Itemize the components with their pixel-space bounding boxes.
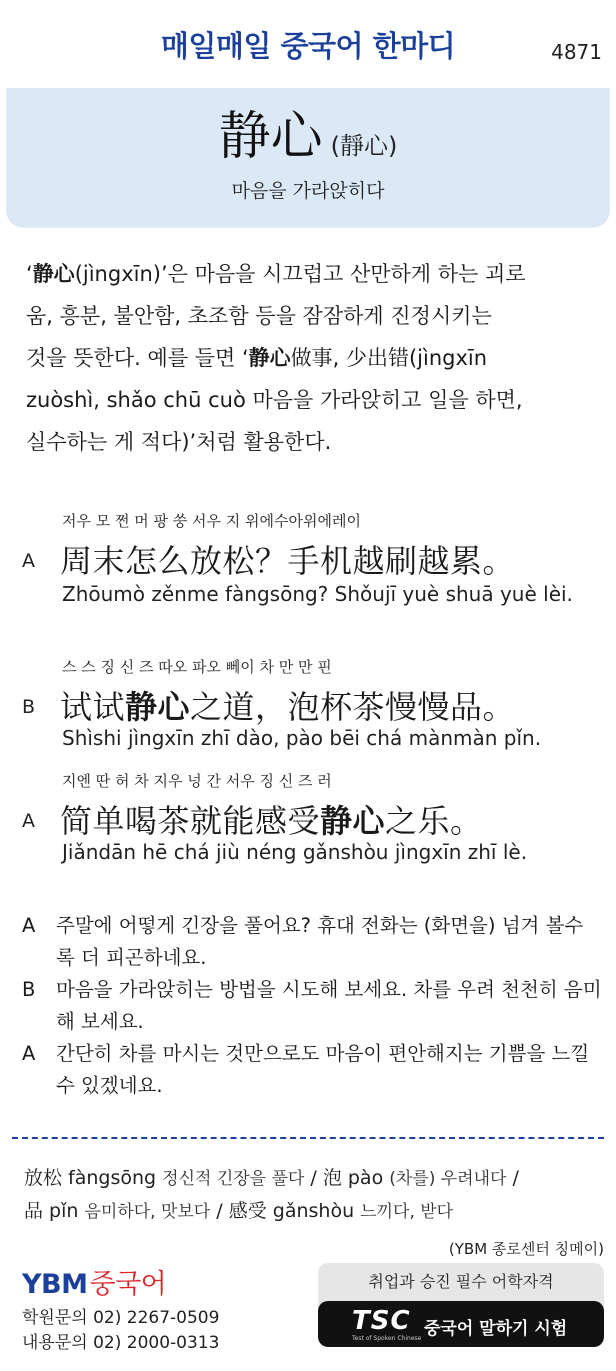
pronunciation-guide: 지엔 딴 허 차 지우 넝 간 서우 징 신 즈 러 — [62, 772, 332, 790]
hanzi-sentence — [60, 536, 515, 582]
separator: / — [210, 1200, 229, 1222]
explanation-line — [26, 253, 598, 295]
hanzi-text: 之乐。 — [385, 802, 483, 840]
tsc-banner — [318, 1301, 604, 1347]
vocab-meaning: 느끼다, 받다 — [360, 1202, 454, 1222]
explanation-line — [26, 337, 598, 379]
hanzi-text: 之道，泡杯茶慢慢品。 — [190, 688, 516, 726]
academy-contact: 학원문의 02) 2267-0509 — [22, 1308, 220, 1328]
title-hanzi: 静心 — [218, 107, 323, 167]
header — [0, 0, 616, 86]
title-box — [6, 88, 610, 228]
explanation-line: zuòshì, shǎo chū cuò 마음을 가라앉히고 일을 하면, — [26, 388, 523, 412]
vocab-meaning: (차를) 우려내다 — [389, 1169, 507, 1189]
dashed-divider — [12, 1137, 604, 1139]
text: ‘ — [26, 262, 33, 286]
pinyin-sentence: Shìshi jìngxīn zhī dào, pào bēi chá mànmàn pǐn. — [62, 726, 542, 750]
title-traditional: (靜心) — [330, 132, 398, 160]
tsc-text: 중국어 말하기 시험 — [424, 1319, 568, 1339]
pronunciation-guide: 스 스 징 신 즈 따오 파오 뻬이 차 만 만 핀 — [62, 658, 332, 676]
hanzi-text: 简单喝茶就能感受 — [60, 802, 321, 840]
hanzi-text: 周末怎么放松？手机越刷越累。 — [60, 542, 516, 580]
keyword: 静心 — [125, 688, 191, 726]
vocab-word: 感受 gǎnshòu — [228, 1200, 355, 1222]
tsc-ad — [318, 1263, 604, 1347]
explanation-paragraph — [26, 253, 598, 463]
vocabulary-list — [24, 1162, 604, 1228]
text: (jìngxīn)’은 마음을 시끄럽고 산만하게 하는 괴로 — [74, 262, 526, 286]
title-row — [6, 94, 610, 169]
text: 것을 뜻한다. 예를 들면 ‘ — [26, 346, 249, 370]
explanation-line: 실수하는 게 적다)’처럼 활용한다. — [26, 430, 332, 454]
separator: / — [506, 1167, 519, 1189]
tsc-logo: TSC — [352, 1306, 411, 1336]
separator: / — [304, 1167, 323, 1189]
translation-text: 마음을 가라앉히는 방법을 시도해 보세요. 차를 우려 천천히 음미해 보세요. — [56, 978, 602, 1033]
pinyin-sentence: Jiǎndān hē chá jiù néng gǎnshòu jìngxīn zhī lè. — [62, 840, 528, 864]
keyword: 静心 — [32, 262, 75, 286]
ybm-logo — [22, 1262, 166, 1301]
vocab-word: 放松 fàngsōng — [24, 1167, 157, 1189]
title-meaning: 마음을 가라앉히다 — [231, 180, 385, 202]
pinyin-sentence: Zhōumò zěnme fàngsōng? Shǒujī yuè shuā yuè lèi. — [62, 582, 573, 606]
content-contact: 내용문의 02) 2000-0313 — [22, 1333, 220, 1353]
speaker-label: A — [22, 550, 35, 572]
vocab-meaning: 정신적 긴장을 풀다 — [162, 1169, 305, 1189]
tsc-logo-sub: Test of Spoken Chinese — [352, 1335, 422, 1342]
translation-text: 간단히 차를 마시는 것만으로도 마음이 편안해지는 기쁨을 느낄 수 있겠네요. — [56, 1042, 590, 1097]
logo-en: YBM — [22, 1269, 88, 1300]
tsc-tagline: 취업과 승진 필수 어학자격 — [368, 1272, 554, 1291]
column-title: 매일매일 중국어 한마디 — [160, 29, 456, 63]
translation-line — [22, 1038, 602, 1102]
pronunciation-guide: 저우 모 쩐 머 팡 쑹 서우 지 위에수아위에레이 — [62, 512, 361, 530]
translation-line — [22, 910, 602, 974]
speaker-label: B — [22, 978, 36, 1001]
vocab-meaning: 음미하다, 맛보다 — [84, 1202, 211, 1222]
keyword: 静心 — [248, 346, 291, 370]
speaker-label: A — [22, 914, 36, 937]
speaker-label: A — [22, 810, 35, 832]
explanation-line: 움, 흥분, 불안함, 초조함 등을 잠잠하게 진정시키는 — [26, 304, 492, 328]
vocab-word: 泡 pào — [322, 1167, 384, 1189]
logo-ko: 중국어 — [89, 1269, 167, 1300]
hanzi-text: 试试 — [60, 688, 126, 726]
text: 做事, 少出错(jìngxīn — [290, 346, 488, 370]
vocab-word: 品 pǐn — [24, 1200, 79, 1222]
keyword: 静心 — [320, 802, 386, 840]
translation-text: 주말에 어떻게 긴장을 풀어요? 휴대 전화는 (화면을) 넘겨 볼수록 더 피곤하네요. — [56, 914, 584, 969]
speaker-label: A — [22, 1042, 36, 1065]
issue-number: 4871 — [551, 40, 602, 64]
translation-line — [22, 974, 602, 1038]
translation-block — [22, 910, 602, 1102]
author-credit: (YBM 종로센터 칭메이) — [448, 1240, 604, 1258]
speaker-label: B — [22, 696, 36, 718]
